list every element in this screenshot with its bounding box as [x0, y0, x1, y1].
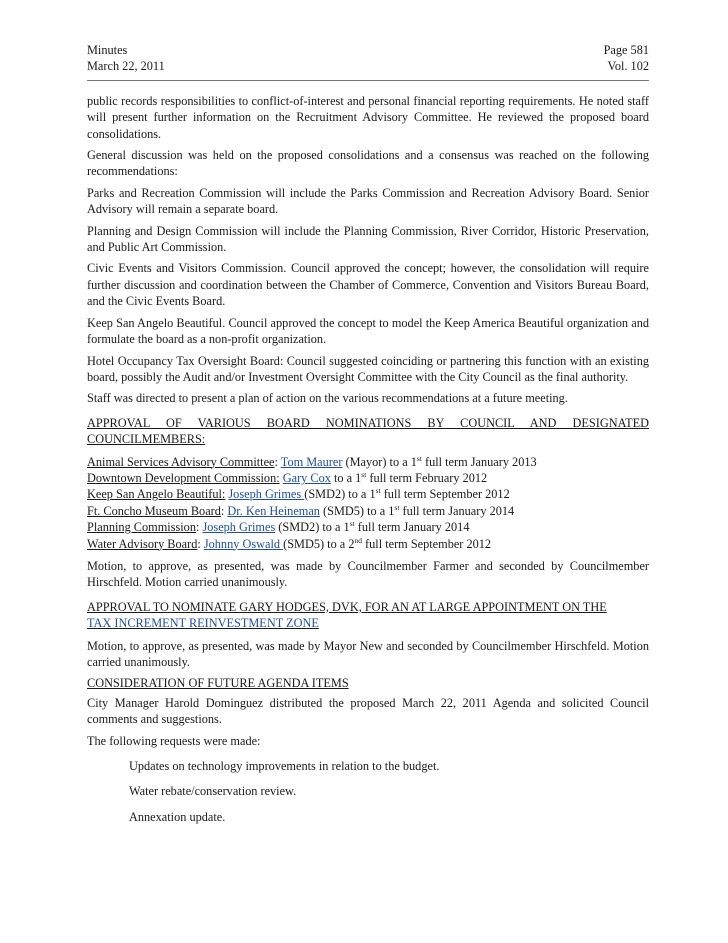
- nomination-item: Keep San Angelo Beautiful: Joseph Grimes (SMD2) to a 1st full term September 2012: [87, 486, 510, 502]
- nominee-link[interactable]: Tom Maurer: [280, 454, 343, 469]
- nominee-link[interactable]: Gary Cox: [282, 470, 331, 485]
- nominee-link[interactable]: Joseph Grimes: [228, 487, 305, 502]
- nomination-item: Planning Commission: Joseph Grimes (SMD2) to a 1st full term January 2014: [87, 519, 470, 535]
- page-header: [87, 42, 649, 75]
- request-item: Water rebate/conservation review.: [129, 784, 297, 799]
- request-item: Annexation update.: [129, 809, 226, 824]
- motion-paragraph: Motion, to approve, as presented, was made by Mayor New and seconded by Councilmember Hirschfeld. Motion carried unanimously.: [87, 638, 649, 669]
- paragraph: Staff was directed to present a plan of action on the various recommendations at a future meeting.: [87, 391, 568, 406]
- nomination-item: Animal Services Advisory Committee: Tom Maurer (Mayor) to a 1st full term January 2013: [87, 453, 537, 469]
- paragraph: City Manager Harold Dominguez distributed the proposed March 22, 2011 Agenda and solicited Council comments and suggestions.: [87, 695, 649, 727]
- header-title: Minutes: [87, 43, 128, 57]
- header-left: [87, 42, 165, 75]
- paragraph: Hotel Occupancy Tax Oversight Board: Council suggested coinciding or partnering this function with an existing board, possibly the Audit and/or Investment Oversight Committee with the City Council as the final authority.: [87, 353, 649, 384]
- section-heading-future-agenda: CONSIDERATION OF FUTURE AGENDA ITEMS: [87, 676, 349, 691]
- nomination-item: Ft. Concho Museum Board: Dr. Ken Heineman (SMD5) to a 1st full term January 2014: [87, 502, 515, 518]
- board-name: Animal Services Advisory Committee: [87, 454, 275, 469]
- board-name: Downtown Development Commission:: [87, 470, 280, 485]
- motion-paragraph: Motion, to approve, as presented, was made by Councilmember Farmer and seconded by Councilmember Hirschfeld. Motion carried unanimously.: [87, 558, 649, 590]
- request-item: Updates on technology improvements in relation to the budget.: [129, 759, 440, 774]
- header-vol: Vol. 102: [607, 59, 649, 74]
- nomination-item: Water Advisory Board: Johnny Oswald (SMD5) to a 2nd full term September 2012: [87, 535, 492, 551]
- nomination-item: Downtown Development Commission: Gary Cox to a 1st full term February 2012: [87, 469, 488, 485]
- section-heading-tirz: APPROVAL TO NOMINATE GARY HODGES, DVK, FOR AN AT LARGE APPOINTMENT ON THE TAX INCREMENT REINVESTMENT ZONE: [87, 599, 607, 631]
- paragraph: The following requests were made:: [87, 733, 261, 748]
- paragraph: Keep San Angelo Beautiful. Council approved the concept to model the Keep America Beautiful organization and formulate the board as a non-profit organization.: [87, 315, 649, 347]
- paragraph: Planning and Design Commission will include the Planning Commission, River Corridor, Historic Preservation, and Public Art Commission.: [87, 223, 649, 255]
- paragraph: public records responsibilities to conflict-of-interest and personal financial reporting requirements. He noted staff will present further information on the Recruitment Advisory Committee. He reviewed the proposed board consolidations.: [87, 93, 649, 141]
- paragraph: Parks and Recreation Commission will include the Parks Commission and Recreation Advisory Board. Senior Advisory will remain a separate board.: [87, 185, 649, 217]
- nominee-link[interactable]: Joseph Grimes: [202, 520, 276, 535]
- document-page: [87, 42, 649, 834]
- nominations-list: [87, 454, 649, 552]
- paragraph: Civic Events and Visitors Commission. Council approved the concept; however, the consolidation will require further discussion and coordination between the Chamber of Commerce, Convention and Visitors Bureau Board, and the Civic Events Board.: [87, 261, 649, 309]
- board-name: Ft. Concho Museum Board: [87, 503, 221, 518]
- header-page: Page 581: [603, 43, 649, 57]
- paragraph: General discussion was held on the proposed consolidations and a consensus was reached on the following recommendations:: [87, 148, 649, 179]
- header-date: March 22, 2011: [87, 59, 165, 74]
- board-name: Water Advisory Board: [87, 536, 198, 551]
- board-name: Keep San Angelo Beautiful:: [87, 487, 226, 502]
- header-rule: [87, 80, 649, 81]
- section-heading-board-nominations: APPROVAL OF VARIOUS BOARD NOMINATIONS BY COUNCIL AND DESIGNATED COUNCILMEMBERS:: [87, 415, 649, 447]
- header-right: [604, 42, 649, 75]
- nominee-link[interactable]: Dr. Ken Heineman: [227, 503, 320, 518]
- tirz-link[interactable]: TAX INCREMENT REINVESTMENT ZONE: [87, 616, 319, 631]
- nominee-link[interactable]: Johnny Oswald: [203, 536, 284, 551]
- board-name: Planning Commission: [87, 520, 196, 535]
